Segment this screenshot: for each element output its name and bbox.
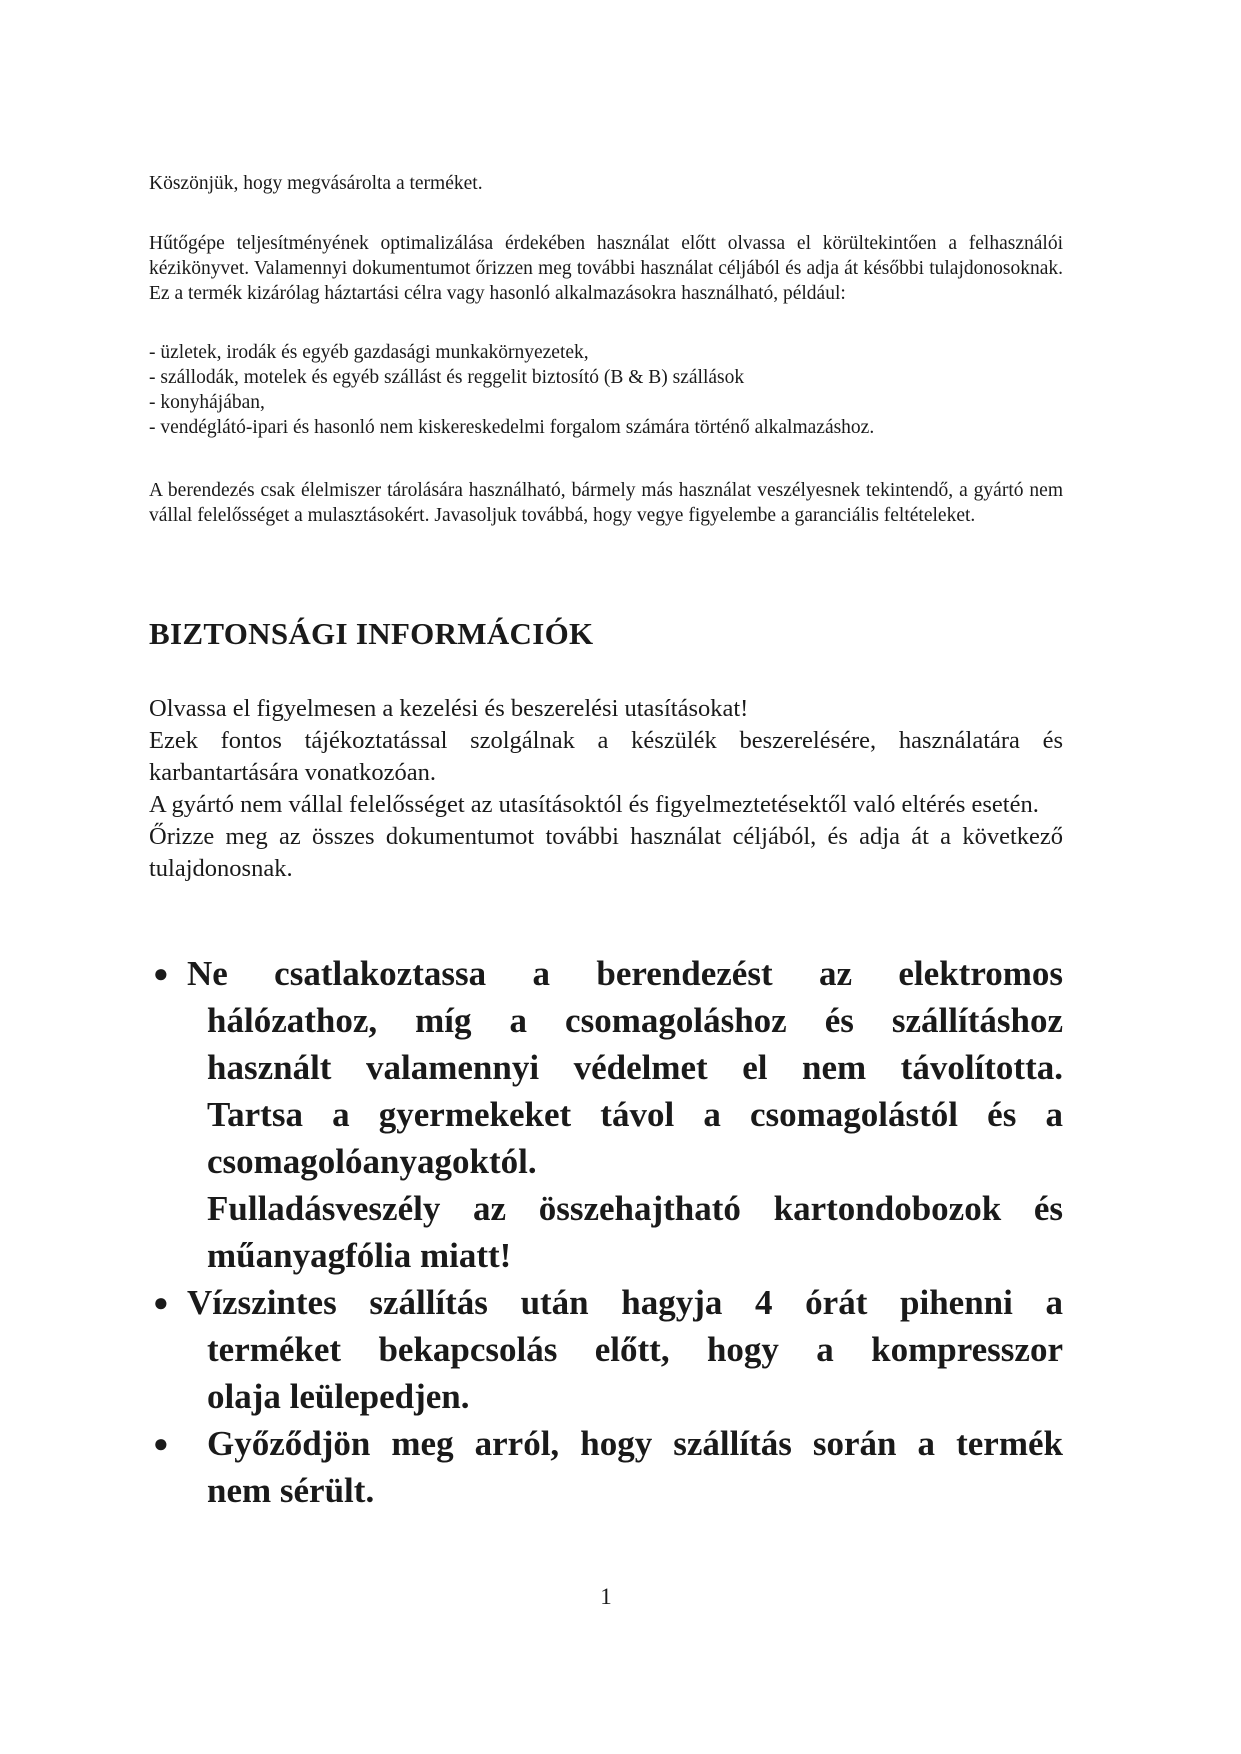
- page-number: 1: [600, 1584, 612, 1609]
- list-item: - üzletek, irodák és egyéb gazdasági munkakörnyezetek,: [149, 342, 589, 363]
- list-item: - vendéglátó-ipari és hasonló nem kiskereskedelmi forgalom számára történő alkalmazáshoz.: [149, 417, 875, 438]
- section-heading: BIZTONSÁGI INFORMÁCIÓK: [149, 616, 594, 651]
- usage-list: [149, 340, 1063, 440]
- warning-list: [149, 950, 1063, 1514]
- warning-line: Fulladásveszély az összehajtható kartondobozok és: [207, 1189, 1063, 1228]
- bullet-icon: ●: [153, 1429, 169, 1458]
- warning-first-line: Ne csatlakoztassa a berendezést az elektromos: [187, 954, 1063, 993]
- safety-line: A gyártó nem vállal felelősséget az utasításoktól és figyelmeztetésektől való eltérés esetén.: [149, 791, 1039, 818]
- disclaimer-paragraph: A berendezés csak élelmiszer tárolására használható, bármely más használat veszélyesnek tekintendő, a gyártó nem vállal felelősséget a mulasztásokért. Javasoljuk továbbá, hogy vegye figyelembe a garanciális feltételeket.: [149, 480, 1063, 526]
- bullet-icon: ●: [153, 959, 169, 988]
- warning-body: [207, 997, 1063, 1279]
- warning-line: Tartsa a gyermekeket távol a csomagolástól és a: [207, 1095, 1063, 1134]
- warning-line: használt valamennyi védelmet el nem távolította.: [207, 1048, 1063, 1087]
- safety-line: Ezek fontos tájékoztatással szolgálnak a készülék beszerelésére, használatára és karbantartására vonatkozóan.: [149, 727, 1063, 786]
- warning-line: olaja leülepedjen.: [207, 1377, 470, 1416]
- warning-line: csomagolóanyagoktól.: [207, 1142, 537, 1181]
- safety-line: Őrizze meg az összes dokumentumot további használat céljából, és adja át a következő tulajdonosnak.: [149, 823, 1063, 882]
- warning-line: műanyagfólia miatt!: [207, 1236, 512, 1275]
- warning-first-line: Vízszintes szállítás után hagyja 4 órát pihenni a: [187, 1283, 1063, 1322]
- warning-line: terméket bekapcsolás előtt, hogy a kompresszor: [207, 1330, 1063, 1369]
- warning-item: [149, 1279, 1063, 1420]
- warning-first-line: Győződjön meg arról, hogy szállítás során a termék: [207, 1424, 1063, 1463]
- list-item: - szállodák, motelek és egyéb szállást és reggelit biztosító (B & B) szállások: [149, 367, 745, 388]
- warning-line: hálózathoz, míg a csomagoláshoz és szállításhoz: [207, 1001, 1063, 1040]
- intro-paragraph: Hűtőgépe teljesítményének optimalizálása érdekében használat előtt olvassa el körültekintően a felhasználói kézikönyvet. Valamennyi dokumentumot őrizzen meg további használat céljából és adja át későbbi tulajdonosoknak. Ez a termék kizárólag háztartási célra vagy hasonló alkalmazásokra használható, például:: [149, 233, 1063, 304]
- safety-line: Olvassa el figyelmesen a kezelési és beszerelési utasításokat!: [149, 695, 749, 722]
- warning-line: nem sérült.: [207, 1471, 375, 1510]
- bullet-icon: ●: [153, 1288, 169, 1317]
- safety-instructions: [149, 693, 1063, 885]
- warning-item: [149, 950, 1063, 1279]
- warning-body: [207, 1326, 1063, 1420]
- warning-body: [207, 1467, 1063, 1514]
- thanks-text: Köszönjük, hogy megvásárolta a terméket.: [149, 173, 483, 194]
- list-item: - konyhájában,: [149, 392, 265, 413]
- warning-item: [149, 1420, 1063, 1514]
